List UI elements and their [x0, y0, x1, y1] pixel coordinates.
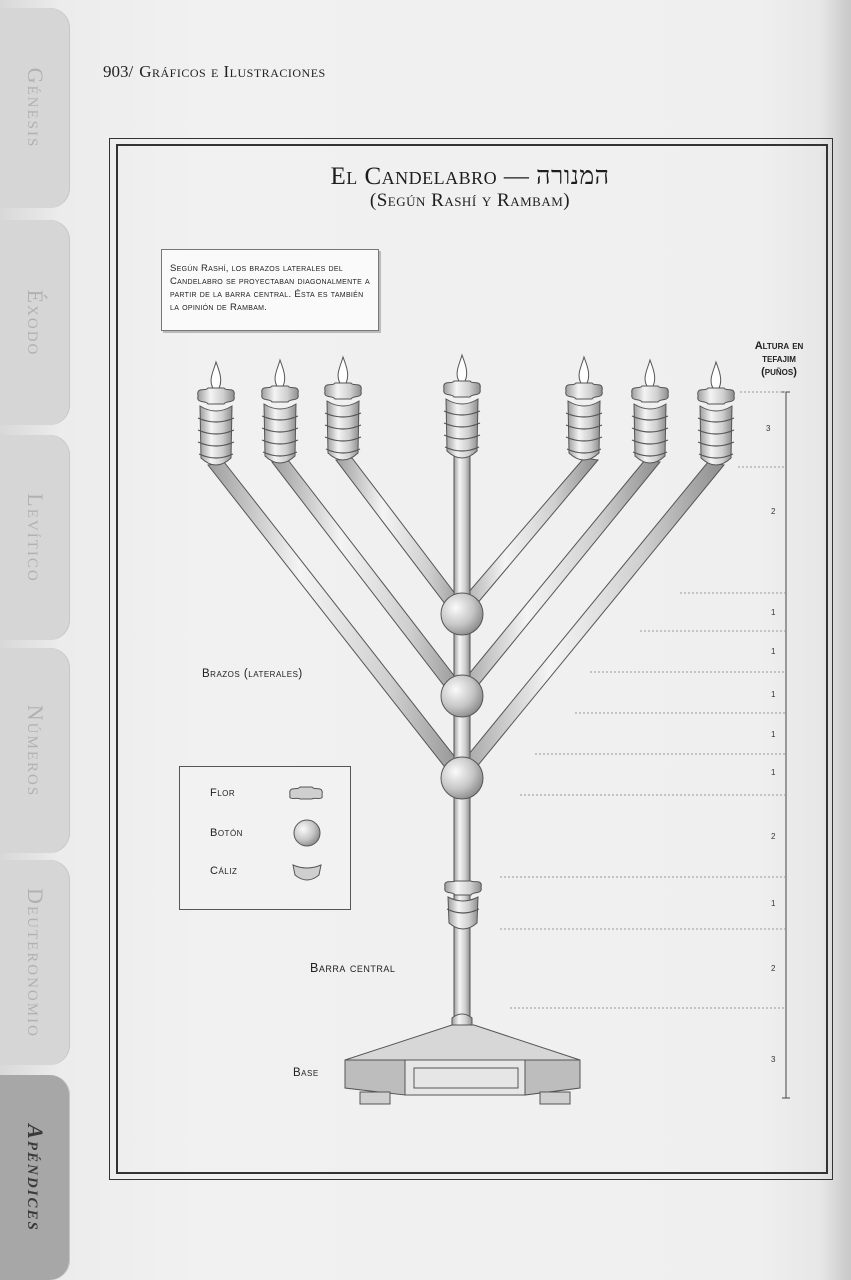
arms-label: Brazos (laterales) — [202, 668, 303, 680]
height-value: 2 — [771, 832, 776, 841]
legend-knob-label: Botón — [210, 827, 243, 839]
lamp-1 — [198, 362, 235, 465]
height-header — [738, 340, 820, 379]
lamp-4 — [444, 355, 481, 458]
lamp-5 — [566, 357, 603, 460]
lamp-7 — [698, 362, 735, 465]
height-value: 2 — [771, 964, 776, 973]
base-label: Base — [293, 1067, 319, 1079]
height-value: 3 — [771, 1055, 776, 1064]
height-value: 1 — [771, 899, 776, 908]
legend-flower-label: Flor — [210, 787, 236, 799]
figure-subtitle: (Según Rashí y Rambam) — [369, 190, 571, 211]
lamp-3 — [325, 357, 362, 460]
knob-icon — [291, 817, 323, 849]
section-title: Gráficos e Ilustraciones — [139, 62, 326, 81]
figure-title: El Candelabro — המנורה — [330, 163, 610, 190]
central-bar-label: Barra central — [310, 961, 396, 975]
lower-cup — [445, 881, 482, 929]
height-scale — [500, 392, 790, 1098]
height-value: 2 — [771, 507, 776, 516]
tab-label: Génesis — [23, 67, 48, 149]
rashi-note: Según Rashí, los brazos laterales del Candelabro se proyectaban diagonalmente a partir de la barra central. Ésta es también la opinión de Rambam. — [161, 249, 379, 331]
legend-box — [179, 766, 351, 910]
tab-label: Apéndices — [23, 1123, 48, 1232]
tab-label: Éxodo — [23, 289, 48, 356]
legend-cup-label: Cáliz — [210, 865, 238, 877]
knob-1 — [441, 593, 483, 635]
height-header-line: (puños) — [761, 366, 797, 378]
page-number: 903 — [103, 62, 129, 81]
lamp-2 — [262, 360, 299, 463]
tab-label: Levítico — [23, 492, 48, 583]
cup-icon — [290, 861, 324, 885]
height-value: 3 — [766, 424, 771, 433]
tab-label: Deuteronomio — [23, 887, 48, 1038]
central-shaft — [454, 440, 470, 1040]
height-value: 1 — [771, 690, 776, 699]
height-value: 1 — [771, 730, 776, 739]
header-separator: / — [128, 62, 134, 81]
height-value: 1 — [771, 647, 776, 656]
knob-3 — [441, 757, 483, 799]
menorah-base — [345, 1014, 580, 1104]
height-header-line: Altura en — [754, 340, 804, 352]
height-value: 1 — [771, 608, 776, 617]
height-header-line: tefajim — [762, 353, 796, 365]
lamp-6 — [632, 360, 669, 463]
height-value: 1 — [771, 768, 776, 777]
knob-2 — [441, 675, 483, 717]
flower-icon — [286, 781, 326, 803]
tab-label: Números — [23, 704, 48, 797]
